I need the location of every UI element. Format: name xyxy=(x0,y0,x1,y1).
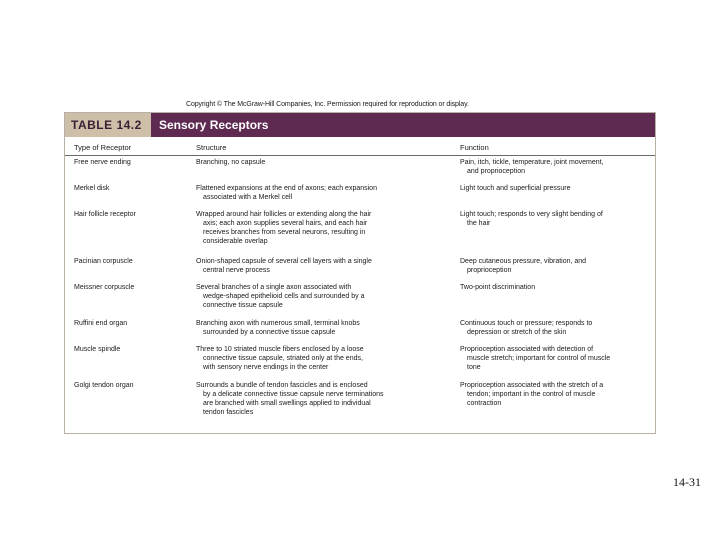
receptor-function: Continuous touch or pressure; responds to depression or stretch of the skin xyxy=(460,320,593,336)
receptor-function: Deep cutaneous pressure, vibration, and proprioception xyxy=(460,258,587,274)
column-header-function: Function xyxy=(460,143,489,152)
receptor-structure: Three to 10 striated muscle fibers enclosed by a loose connective tissue capsule, striated only at the ends, with sensory nerve endings in the center xyxy=(196,346,364,371)
sensory-receptors-table xyxy=(64,112,656,434)
receptor-name: Hair follicle receptor xyxy=(74,211,136,218)
receptor-function: Light touch; responds to very slight bending of the hair xyxy=(460,211,603,227)
table-title-bar xyxy=(65,113,655,137)
receptor-structure: Several branches of a single axon associated with wedge-shaped epithelioid cells and surrounded by a connective tissue capsule xyxy=(196,284,365,309)
slide-number: 14-31 xyxy=(673,475,701,489)
receptor-function: Proprioception associated with detection of muscle stretch; important for control of muscle tone xyxy=(460,346,611,371)
table-title: Sensory Receptors xyxy=(159,118,269,132)
receptor-function: Two-point discrimination xyxy=(460,284,536,291)
receptor-structure: Onion-shaped capsule of several cell layers with a single central nerve process xyxy=(196,258,372,274)
receptor-name: Free nerve ending xyxy=(74,159,131,166)
receptor-name: Meissner corpuscle xyxy=(74,284,135,291)
receptor-function: Proprioception associated with the stretch of a tendon; important in the control of muscle contraction xyxy=(460,382,604,407)
column-header-structure: Structure xyxy=(196,143,227,152)
receptor-name: Merkel disk xyxy=(74,185,110,192)
column-header-type: Type of Receptor xyxy=(74,143,132,152)
receptor-function: Light touch and superficial pressure xyxy=(460,185,571,192)
receptor-name: Muscle spindle xyxy=(74,346,121,353)
receptor-structure: Flattened expansions at the end of axons; each expansion associated with a Merkel cell xyxy=(196,185,377,201)
receptor-function: Pain, itch, tickle, temperature, joint movement, and proprioception xyxy=(460,159,604,175)
table-column-headers xyxy=(65,141,655,156)
receptor-structure: Branching axon with numerous small, terminal knobs surrounded by a connective tissue capsule xyxy=(196,320,360,336)
table-number-label: TABLE 14.2 xyxy=(65,113,151,137)
receptor-structure: Branching, no capsule xyxy=(196,159,266,166)
receptor-name: Ruffini end organ xyxy=(74,320,128,327)
copyright-notice: Copyright © The McGraw-Hill Companies, Inc. Permission required for reproduction or display. xyxy=(186,101,469,108)
receptor-structure: Surrounds a bundle of tendon fascicles and is enclosed by a delicate connective tissue capsule nerve terminations are branched with small swellings applied to individual tendon fascicles xyxy=(196,382,384,416)
receptor-name: Pacinian corpuscle xyxy=(74,258,133,265)
receptor-structure: Wrapped around hair follicles or extending along the hair axis; each axon supplies several hairs, and each hair receives branches from several neurons, resulting in considerable overlap xyxy=(196,211,372,245)
receptor-name: Golgi tendon organ xyxy=(74,382,134,389)
